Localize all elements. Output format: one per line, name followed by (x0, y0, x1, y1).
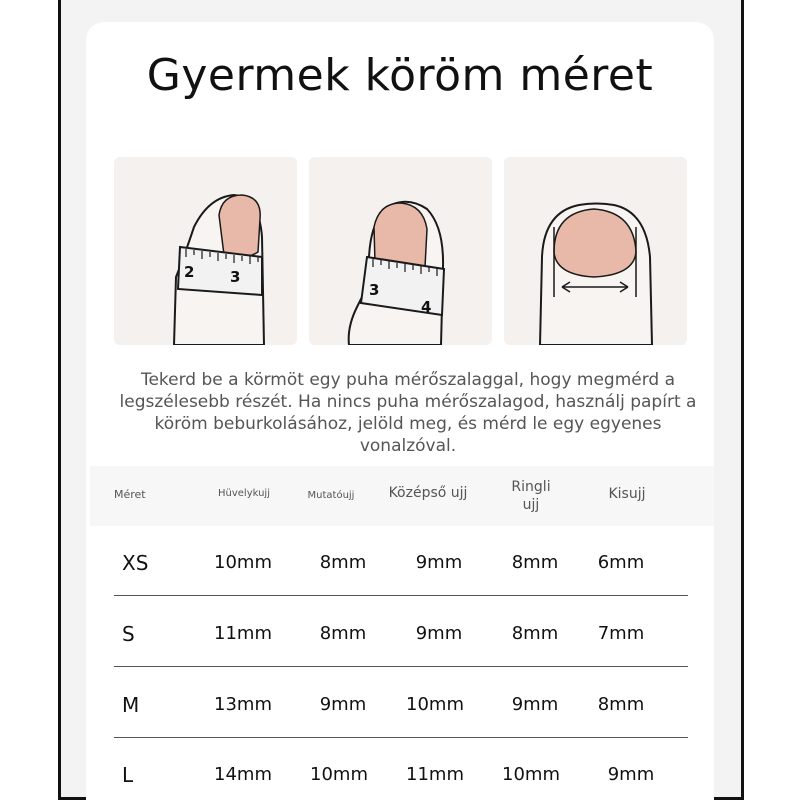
cell-thumb: 11mm (214, 623, 272, 644)
cell-thumb: 13mm (214, 694, 272, 715)
header-index: Mutatóujj (307, 490, 355, 501)
cell-middle: 10mm (406, 694, 464, 715)
tape-number: 4 (421, 298, 432, 316)
instructions-text (108, 369, 708, 457)
header-thumb: Hüvelykujj (217, 488, 270, 499)
header-ring-line: Ringli (511, 479, 551, 495)
tape-number: 3 (230, 268, 241, 286)
header-middle: Középső ujj (388, 485, 468, 501)
header-size: Méret (114, 488, 146, 501)
row-size: XS (122, 551, 149, 575)
row-divider (114, 666, 688, 667)
cell-pinky: 9mm (607, 764, 655, 785)
row-size: L (122, 763, 134, 787)
cell-middle: 9mm (415, 552, 463, 573)
cell-pinky: 6mm (597, 552, 645, 573)
page-title: Gyermek köröm méret (146, 50, 654, 101)
cell-index: 8mm (319, 552, 367, 573)
row-size: M (122, 693, 140, 717)
header-pinky: Kisujj (608, 486, 646, 502)
illustration-nail-width (504, 157, 687, 345)
cell-ring: 9mm (511, 694, 559, 715)
cell-pinky: 8mm (597, 694, 645, 715)
cell-index: 8mm (319, 623, 367, 644)
row-size: S (122, 622, 135, 646)
thumb-tape-measure-icon (114, 157, 297, 345)
finger-tape-measure-icon (309, 157, 492, 345)
instructions-line: legszélesebb részét. Ha nincs puha mérőszalagod, használj papírt a (119, 392, 697, 412)
cell-ring: 8mm (511, 552, 559, 573)
cell-thumb: 10mm (214, 552, 272, 573)
cell-middle: 9mm (415, 623, 463, 644)
cell-ring: 10mm (502, 764, 560, 785)
row-divider (114, 737, 688, 738)
illustration-thumb (114, 157, 297, 345)
cell-ring: 8mm (511, 623, 559, 644)
cell-index: 10mm (310, 764, 368, 785)
illustration-finger (309, 157, 492, 345)
tape-number: 3 (369, 281, 380, 299)
row-divider (114, 595, 688, 596)
header-ring (496, 478, 566, 514)
cell-index: 9mm (319, 694, 367, 715)
cell-middle: 11mm (406, 764, 464, 785)
instructions-line: Tekerd be a körmöt egy puha mérőszalaggal, hogy megmérd a (140, 370, 676, 390)
tape-number: 2 (184, 263, 195, 281)
cell-thumb: 14mm (214, 764, 272, 785)
header-ring-line: ujj (522, 497, 540, 513)
nail-width-arrow-icon (504, 157, 687, 345)
instructions-line: köröm beburkolásához, jelöld meg, és mérd le egy egyenes vonalzóval. (154, 414, 662, 456)
cell-pinky: 7mm (597, 623, 645, 644)
